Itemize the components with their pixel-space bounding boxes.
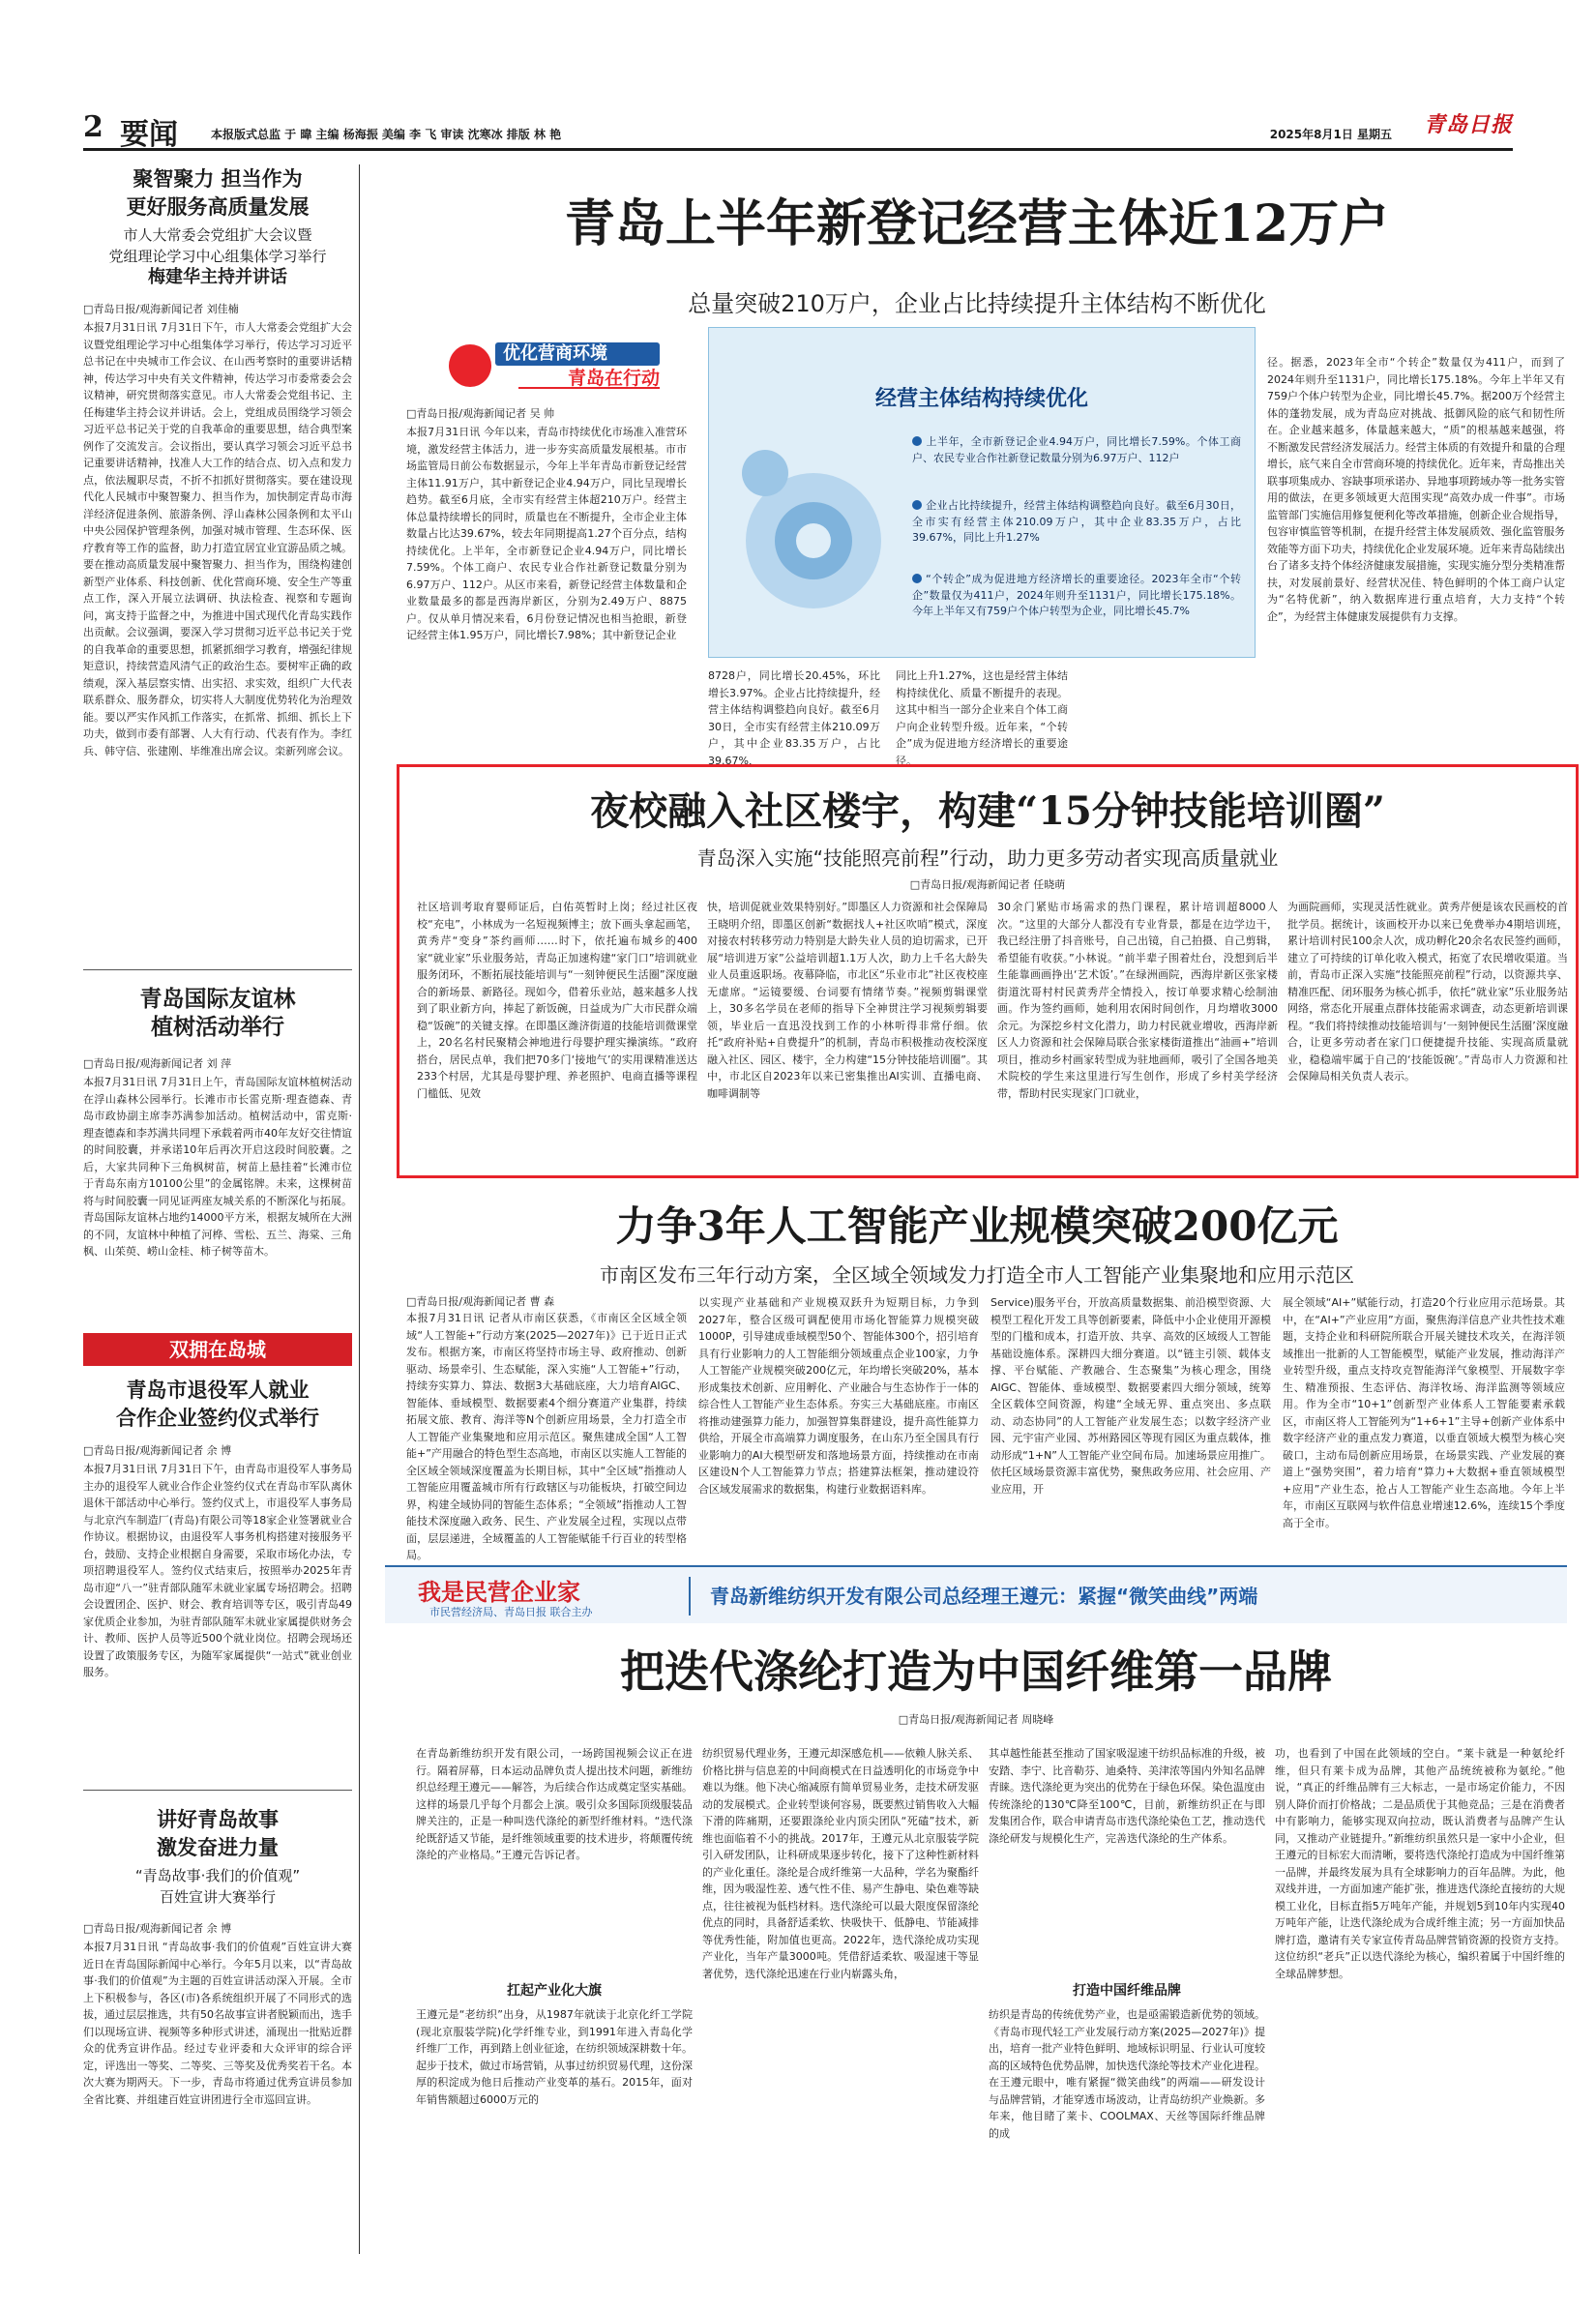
article-body: 本报7月31日讯 7月31日下午，由青岛市退役军人事务局主办的退役军人就业合作企业签约仪式在青岛市军队离休退休干部活动中心举行。签约仪式上，市退役军人事务局与北京汽车制造厂(青岛)有限公司等18家企业签署就业合作协议。根据协议，由退役军人事务机构搭建对接服务平台，鼓励、支持企业根据自身需要，采取市场化办法，专项招聘退役军人。签约仪式结束后，按照举办2025年青岛市迎“八一”驻青部队随军未就业家属专场招聘会。招聘会设置团企、医护、财会、教育培训等专区，吸引青岛49家优质企业参加，为驻青部队随军未就业家属提供财务会计、教师、医护人员等近500个就业岗位。招聘会现场还设置了政策服务专区，为随军家属提供“一站式”就业创业服务。 [83, 1463, 352, 1678]
entrepreneur-headline: 把迭代涤纶打造为中国纤维第一品牌 [620, 1646, 1332, 1698]
divider [83, 969, 352, 970]
subheadline-2: 百姓宣讲大赛举行 [159, 1888, 276, 1906]
paper-logo: 青岛日报 [1423, 112, 1513, 137]
divider [83, 1790, 352, 1791]
subheadline-1: “青岛故事·我们的价值观” [134, 1867, 301, 1884]
byline: □青岛日报/观海新闻记者 余 博 [83, 1922, 232, 1935]
infographic-item-3: “个转企”成为促进地方经济增长的重要途径。2023年全市“个转企”数量仅为411户，2024年则升至1131户，同比增长175.18%。今年上半年又有759户个体户转型为企业，同比增长45.7% [912, 573, 1241, 617]
headline-line-2: 激发奋进力量 [157, 1835, 279, 1859]
top-col-4: 径。据悉，2023年全市“个转企”数量仅为411户，而到了2024年则升至1131户，同比增长175.18%。今年上半年又有759户个体户转型为企业，同比增长45.7%。据200万个经营主体的蓬勃发展，成为青岛应对挑战、抵御风险的底气和韧性所在。企业越来越多，体量越来越大，“质”的根基越来越强，将不断激发民营经济发展活力。经营主体质的有效提升和量的合理增长，底气来自全市营商环境的持续优化。近年来，青岛推出关联事项集成办、容缺事项承诺办、异地事项跨域办等一批务实管用的做法，在更多领域更大范围实现“高效办成一件事”。市场监管部门实施信用修复便利化等改革措施，创新企业合规指导，包容审慎监管等机制，在提升经营主体发展质效、强化监管服务效能等方面下功夫，持续优化企业发展环境。近年来青岛陆续出台了诸多支持个体经济健康发展措施，实现实施分型分类精准帮扶，对发展前景好、经营状况佳、特色鲜明的个体工商户认定为“名特优新”，纳入数据库进行重点培育，大力支持“个转企”，为经营主体健康发展提供有力支撑。 [1267, 356, 1565, 623]
featured-headline: 夜校融入社区楼宇，构建“15分钟技能培训圈” [590, 788, 1385, 834]
bullet-icon [912, 500, 922, 510]
headline-line-1: 讲好青岛故事 [157, 1807, 279, 1831]
top-col-1: 本报7月31日讯 今年以来，青岛市持续优化市场准入准营环境，激发经营主体活力，进一步夯实高质量发展根基。市市场监管局日前公布数据显示，今年上半年青岛市新登记经营主体11.91万户，其中新登记企业4.94万户，同比呈现增长趋势。截至6月底，全市实有经营主体超210万户。经营主体总量持续增长的同时，质量也在不断提升，全市企业主体数量占比达39.67%，较去年同期提高1.27个百分点，结构持续优化。上半年，全市新登记企业4.94万户，同比增长7.59%。个体工商户、农民专业合作社新登记数量分别为6.97万户、112户。从区市来看，新登记经营主体数量和企业数量最多的都是西海岸新区，分别为2.49万户、8875户。仅从单月情况来看，6月份登记情况也相当抢眼，新登记经营主体1.95万户，同比增长7.98%；其中新登记企业 [406, 426, 687, 641]
ai-col-4: 展全领域“AI+”赋能行动，打造20个行业应用示范场景。其中，在“AI+”产业应用”方面，聚焦海洋信息产业共性技术难题，支持企业和科研院所联合开展关键技术攻关，在海洋领域推出一批新的人工智能模型，赋能产业发展，推动海洋产业转型升级，重点支持攻克智能海洋气象模型、开展数字孪生、精准预报、生态评估、海洋牧场、海洋监测等领域应用。作为全市“10+1”创新型产业体系人工智能要素承载区，市南区将人工智能列为“1+6+1”主导+创新产业体系中数字经济产业的重点发力赛道，以垂直领域大模型为核心突破口，主动布局创新应用场景，在场景实践、产业发展的赛道上“强势突围”，着力培育“算力+大数据+垂直领域模型+应用”产业生态，抢占人工智能产业生态高地。今年上半年，市南区互联网与软件信息业增速12.6%，连续15个季度高于全市。 [1283, 1296, 1565, 1529]
entrepreneur-subhead-1: 扛起产业化大旗 [507, 1983, 602, 1999]
featured-article-box [397, 764, 1579, 1178]
entrepreneur-col-4: 功，也看到了中国在此领域的空白。“莱卡就是一种氨纶纤维，但只有莱卡成为品牌，其他产品统统被称为氨纶。”他说，“真正的纤维品牌有三大标志，一是市场定价能力，不因别人降价而打价格战；二是品质优于其他竞品；三是在消费者中有影响力，能够实现双向拉动，既认消费者与品牌产生认同，又推动产业链提升。”新维纺织虽然只是一家中小企业，但王遵元的目标宏大而清晰，要将迭代涤纶打造成为中国纤维第一品牌，并最终发展为具有全球影响力的百年品牌。为此，他双线并进，一方面加速产能扩张，推进迭代涤纶直接纺的大规模工业化，目标直指5万吨年产能，并规划5到10年内实现40万吨年产能，让迭代涤纶成为合成纤维主流；另一方面加快品牌打造，邀请有关专家宣传青岛品牌营销资源的投资方支持。这位纺织“老兵”正以迭代涤纶为核心，编织着属于中国纤维的全球品牌梦想。 [1275, 1747, 1565, 1980]
ai-byline: □青岛日报/观海新闻记者 曹 森 [406, 1295, 555, 1308]
byline: □青岛日报/观海新闻记者 刘 萍 [83, 1057, 232, 1070]
byline: □青岛日报/观海新闻记者 余 博 [83, 1444, 232, 1457]
headline-line-2: 植树活动举行 [151, 1014, 284, 1040]
left-column [83, 164, 360, 2254]
entrepreneur-col-3b: 纺织是青岛的传统优势产业，也是亟需锻造新优势的领域。《青岛市现代轻工产业发展行动方案(2025—2027年)》提出，培育一批产业特色鲜明、地域标识明显、行业认可度较高的区域特色优势品牌，加快迭代涤纶等技术产业化进程。在王遵元眼中，唯有紧握“微笑曲线”的两端——研发设计与品牌营销，才能穿透市场波动，让青岛纺织产业焕新。多年来，他目睹了莱卡、COOLMAX、天丝等国际纤维品牌的成 [989, 2008, 1265, 2140]
column-sponsors: 市民营经济局、青岛日报 联合主办 [429, 1606, 593, 1618]
top-byline: □青岛日报/观海新闻记者 吴 帅 [406, 407, 555, 420]
infographic-box [708, 327, 1256, 658]
bullet-icon [912, 436, 922, 446]
byline: □青岛日报/观海新闻记者 刘佳楠 [83, 303, 239, 315]
headline-line-1: 青岛国际友谊林 [139, 986, 296, 1012]
building-icon [449, 344, 491, 387]
ai-col-3: Service)服务平台，开放高质量数据集、前沿模型资源、大模型工程化开发工具等创新要素，降低中小企业使用开源模型的门槛和成本，打造开放、共享、高效的区域级人工智能基础设施体系。深耕四大细分赛道。以“链主引领、载体支撑、平台赋能、产教融合、生态聚集”为核心理念，围绕AIGC、智能体、垂域模型、数据要素四大细分领域，统筹全区载体空间资源，构建“全域无界、重点突出、多点联动、动态协同”的人工智能产业发展生态；以数字经济产业园、元宇宙产业园、苏州路园区等现有园区为重点载体，推动形成“1+N”人工智能产业空间布局。加速场景应用推广。依托区域场景资源丰富优势，聚焦政务应用、社会应用、产业应用，开 [990, 1296, 1271, 1496]
banner-kicker: 青岛新维纺织开发有限公司总经理王遵元：紧握“微笑曲线”两端 [710, 1585, 1258, 1608]
ai-deck: 市南区发布三年行动方案，全区域全领域发力打造全市人工智能产业集聚地和应用示范区 [600, 1263, 1354, 1287]
editorial-credits: 本报版式总监 于 暐 主编 杨海振 美编 李 飞 审读 沈寒冰 排版 林 艳 [211, 128, 562, 141]
headline-line-2: 合作企业签约仪式举行 [116, 1406, 319, 1430]
subheadline-2: 党组理论学习中心组集体学习举行 [108, 248, 327, 265]
headline-line-1: 聚智聚力 担当作为 [133, 166, 303, 191]
infographic-item-1: 上半年，全市新登记企业4.94万户，同比增长7.59%。个体工商户、农民专业合作社新登记数量分别为6.97万户、112户 [912, 435, 1241, 464]
infographic-item-2: 企业占比持续提升，经营主体结构调整趋向良好。截至6月30日，全市实有经营主体210.09万户，其中企业83.35万户，占比39.67%，同比上升1.27% [912, 499, 1241, 544]
article-npc-meeting [83, 164, 352, 900]
section-name: 要闻 [120, 118, 178, 152]
ai-col-1: 本报7月31日讯 记者从市南区获悉，《市南区全区域全领域“人工智能+”行动方案(2025—2027年)》已于近日正式发布。根据方案，市南区将坚持市场主导、政府推动、创新驱动、场景牵引、生态赋能，深入实施“人工智能+”行动，持续夯实算力、算法、数据3大基础底座，大力培育AIGC、智能体、垂域模型、数据要素4个细分赛道产业集群，持续拓展文旅、教育、海洋等N个创新应用场景，全力打造全市人工智能产业集聚地和应用示范区。聚焦建成全国“人工智能+”产用融合的特色型生态高地，市南区以实施人工智能的全区域全领域深度覆盖为长期目标，其中“全区域”指推动人工智能应用覆盖城市所有行政辖区与功能板块，打破空间边界，构建全域协同的智能生态体系；“全领域”指推动人工智能技术深度融入政务、民生、产业发展全过程，实现以点带面，层层递进，全域覆盖的人工智能赋能千行百业的转型格局。 [406, 1312, 687, 1561]
entrepreneur-subhead-2: 打造中国纤维品牌 [1073, 1983, 1181, 1999]
article-veteran-jobs [83, 1376, 352, 1782]
entrepreneur-col-3: 其卓越性能甚至推动了国家吸湿速干纺织品标准的升级，被安踏、李宁、比音勒芬、迪桑特、美津浓等国内外知名品牌青睐。迭代涤纶更为突出的优势在于绿色环保。染色温度由传统涤纶的130℃降至100℃，目前，新维纺织正在与即发集团合作，联合申请青岛市迭代涤纶染色工艺，推动迭代涤纶研发与规模化生产，完善迭代涤纶的生产体系。 [989, 1747, 1265, 1845]
bullet-icon [912, 574, 922, 583]
entrepreneur-col-1: 在青岛新维纺织开发有限公司，一场跨国视频会议正在进行。隔着屏幕，日本运动品牌负责人提出技术问题，新维纺织总经理王遵元——解答，为后续合作达成奠定坚实基础。这样的场景几乎每个月都会上演。吸引众多国际顶级服装品牌关注的，正是一种叫迭代涤纶的新型纤维材料。“迭代涤纶既舒适又节能，是纤维领域重要的技术进步，将颠覆传统涤纶的产业格局。”王遵元告诉记者。 [416, 1747, 693, 1861]
entrepreneur-col-1b: 王遵元是“老纺织”出身，从1987年就读于北京化纤工学院(现北京服装学院)化学纤维专业，到1991年进入青岛化学纤维厂工作，再到踏上创业征途，在纺织领域深耕数十年。起步于技术，做过市场营销，从事过纺织贸易代理，这份深厚的积淀成为他日后推动产业变革的基石。2015年，面对年销售额超过6000万元的 [416, 2008, 693, 2106]
top-deck: 总量突破210万户，企业占比持续提升主体结构不断优化 [688, 290, 1266, 317]
subheadline-1: 市人大常委会党组扩大会议暨 [123, 226, 312, 244]
article-body: 本报7月31日讯 7月31日下午，市人大常委会党组扩大会议暨党组理论学习中心组集体学习举行，传达学习习近平总书记在中央城市工作会议、在山西考察时的重要讲话精神，传达学习中央有关文件精神，传达学习市委常委会会议精神，研究贯彻落实意见。市人大常委会党组书记、主任梅建华主持会议并讲话。会上，党组成员围绕学习领会习近平总书记关于党的自我革命的重要思想，结合典型案例作了交流发言。会议指出，要认真学习领会习近平总书记重要讲话精神，找准人大工作的结合点、切入点和发力点，依法履职尽责，不折不扣抓好贯彻落实。要在建设现代化人民城市中聚智聚力、担当作为，加快制定青岛市海洋经济促进条例、旅游条例、浮山森林公园条例和太平山中央公园保护管理条例，加强对城市管理、生态环保、医疗教育等工作的监督，助力打造宜居宜业宜游品质之城。要在推动高质量发展中聚智聚力、担当作为，围绕构建创新型产业体系、科技创新、优化营商环境、安全生产等重点工作，深入开展立法调研、执法检查、视察和专题询问，寓支持于监督之中，为推进中国式现代化青岛实践作出贡献。会议强调，要深入学习贯彻习近平总书记关于党的自我革命的重要思想，抓紧抓细学习教育，增强纪律规矩意识，持续营造风清气正的政治生态。要树牢正确的政绩观，深入基层察实情、出实招、求实效，组织广大代表联系群众、服务群众，切实将人大制度优势转化为治理效能。要以严实作风抓工作落实，在抓常、抓细、抓长上下功夫，做到市委有部署、人大有行动、代表有作为。李红兵、韩守信、张建刚、毕维准出席会议。栾新列席会议。 [83, 321, 352, 757]
top-col-2: 8728户，同比增长20.45%，环比增长3.97%。企业占比持续提升，经营主体结构调整趋向良好。截至6月30日，全市实有经营主体210.09万户，其中企业83.35万户，占比39.67%， [708, 669, 880, 767]
issue-date: 2025年8月1日 星期五 [1269, 128, 1392, 141]
ai-headline: 力争3年人工智能产业规模突破200亿元 [615, 1202, 1339, 1250]
headline-line-2: 更好服务高质量发展 [126, 194, 310, 219]
ai-col-2: 以实现产业基础和产业规模双跃升为短期目标，力争到2027年，整合区级可调配使用市场化智能算力规模突破1000P，引导建成垂域模型50个、智能体300个，招引培育具有行业影响力的人工智能细分领域重点企业100家，力争人工智能产业规模突破200亿元，年均增长突破20%，基本形成集技术创新、应用孵化、产业融合与生态协作于一体的综合性人工智能产业生态体系。夯实三大基础底座。市南区将推动建强算力能力，加强智算集群建设，提升高性能算力供给，开展全市高端算力调度服务，在山东乃至全国具有行业影响力的AI大模型研发和落地场景方面，持续推动在市南区建设N个人工智能算力节点；搭建算法框架，推动建设符合区域发展需求的数据集，构建行业数据语料库。 [698, 1296, 979, 1496]
featured-col-3: 30余门紧贴市场需求的热门课程，累计培训超8000人次。“这里的大部分人都没有专业背景，都是在边学边干，我已经注册了抖音账号，自己出镜，自己拍摄、自己剪辑，希望能有收获。”小林说。“前半辈子围着灶台，没想到后半生能靠画画挣出‘艺术饭’。”在绿洲画院，西海岸新区张家楼街道沈哥村村民黄秀芹全情投入，按订单要求精心绘制油画。作为签约画师，她利用农闲时间创作，月均增收3000余元。为深挖乡村文化潜力，助力村民就业增收，西海岸新区人力资源和社会保障局联合张家楼街道推出“油画+”培训项目，推动乡村画家转型成为驻地画师，吸引了全国各地美术院校的学生来这里进行写生创作，形成了乡村美学经济带，帮助村民实现家门口就业， [997, 901, 1278, 1100]
campaign-badge-bottom: 青岛在行动 [518, 368, 660, 389]
masthead [83, 112, 1513, 151]
subheadline-3: 梅建华主持并讲话 [148, 267, 287, 287]
campaign-badge [449, 342, 660, 391]
column-banner [385, 1565, 1567, 1623]
page-number: 2 [83, 110, 103, 144]
column-name: 我是民营企业家 [418, 1578, 580, 1606]
entrepreneur-byline: □青岛日报/观海新闻记者 周晓峰 [898, 1713, 1054, 1726]
featured-byline: □青岛日报/观海新闻记者 任晓萌 [909, 878, 1066, 891]
featured-col-2: 快，培训促就业效果特别好。”即墨区人力资源和社会保障局王晓明介绍，即墨区创新“数据找人+社区吹哨”模式，深度对接农村转移劳动力特别是大龄失业人员的迫切需求，已开展“培训进万家”公益培训超1.1万人次，助力上千名大龄失业人员重返职场。夜幕降临，市北区“乐业市北”社区夜校座无虚席。“运镜要缓、台词要有情绪节奏。”视频剪辑课堂上，30多名学员在老师的指导下全神贯注学习视频剪辑要领，毕业后一直迅没找到工作的小林听得非常仔细。依托“政府补贴+自费提升”的机制，青岛市积极推动夜校深度融入社区、园区、楼宇，全力构建“15分钟技能培训圈”。其中，市北区自2023年以来已密集推出AI实训、直播电商、咖啡调制等 [707, 901, 988, 1100]
infographic-title: 经营主体结构持续优化 [874, 387, 1088, 411]
featured-col-4: 为画院画师，实现灵活性就业。黄秀芹便是该农民画校的首批学员。据统计，该画校开办以来已免费举办4期培训班，累计培训村民100余人次，成功孵化20余名农民签约画师，建立了可持续的订单化收入模式，拓宽了农民增收渠道。当前，青岛市正深入实施“技能照亮前程”行动，以资源共享、精准匹配、闭环服务为核心抓手，依托“就业家”乐业服务站网络，常态化开展重点群体技能需求调查，动态更新培训课程。“我们将持续推动技能培训与‘一刻钟便民生活圈’深度融合，让更多劳动者在家门口便捷提升技能、实现高质量就业，稳稳端牢属于自己的‘技能饭碗’。”青岛市人力资源和社会保障局相关负责人表示。 [1287, 901, 1568, 1082]
top-headline: 青岛上半年新登记经营主体近12万户 [564, 194, 1390, 253]
featured-col-1: 社区培训考取育婴师证后，白佑英暂时上岗；经过社区夜校“充电”，小林成为一名短视频博主；放下画头拿起画笔，黄秀芹“变身”茶约画师……时下，依托遍布城乡的400家“就业家”乐业服务站，青岛正加速构建“家门口”培训就业服务闭环，不断拓展技能培训与“一刻钟便民生活圈”深度融合的新场景、新路径。现如今，借着乐业站，越来越多人找到了职业新方向，捧起了新饭碗，日益成为广大市民群众端稳“饭碗”的关键支撑。在即墨区潍济街道的技能培训微课堂上，20名名村民聚精会神地进行母婴护理实操演练。“政府搭台，居民点单，我们把70多门‘接地气’的实用课精准送达233个村居，尤其是母婴护理、养老照护、电商直播等课程门槛低、见效 [417, 901, 697, 1100]
entrepreneur-col-2: 纺织贸易代理业务，王遵元却深感危机——依赖人脉关系、价格比拼与信息差的中间商模式在日益透明化的市场竞争中难以为继。他下决心缩减原有简单贸易业务，走技术研发驱动的发展模式。企业转型谈何容易，既要熬过销售收入大幅下滑的阵痛期，还要跟涤纶业内顶尖团队“死磕”技术，新维也面临着不小的挑战。2017年，王遵元从北京服装学院引入研发团队，让科研成果逐步转化，接下了这种性新材料的产业化重任。涤纶是合成纤维第一大品种，学名为聚酯纤维，因为吸湿性差、透气性不佳、易产生静电、染色难等缺点，往往被视为低档材料。迭代涤纶可以最大限度保留涤纶优点的同时，具备舒适柔软、快吸快干、低静电、节能减排等优秀性能，附加值也更高。2022年，迭代涤纶成功实现产业化，当年产量3000吨。凭借舒适柔软、吸湿速干等显著优势，迭代涤纶迅速在行业内崭露头角， [702, 1747, 979, 1980]
headline-line-1: 青岛市退役军人就业 [126, 1378, 310, 1402]
column-tag: 双拥在岛城 [83, 1333, 352, 1366]
top-col-3: 同比上升1.27%，这也是经营主体结构持续优化、质量不断提升的表现。这其中相当一部分企业来自个体工商户向企业转型升级。近年来，“个转企”成为促进地方经济增长的重要途径。 [896, 669, 1068, 767]
banner-divider [689, 1577, 691, 1616]
featured-deck: 青岛深入实施“技能照亮前程”行动，助力更多劳动者实现高质量就业 [696, 846, 1279, 870]
campaign-badge-top: 优化营商环境 [495, 342, 660, 366]
article-storytelling [83, 1805, 352, 2258]
article-body: 本报7月31日讯 7月31日上午，青岛国际友谊林植树活动在浮山森林公园举行。长滩市市长雷克斯·理查德森、青岛市政协副主席李苏满参加活动。植树活动中，雷克斯·理查德森和李苏满共同埋下承载着两市40年友好交往情谊的时间胶囊，并承诺10年后再次开启这段时间胶囊。之后，大家共同种下三角枫树苗，树苗上悬挂着“长滩市位于青岛东南方10100公里”的金属铭牌。未来，这棵树苗将与时间胶囊一同见证两座友城关系的不断深化与拓展。青岛国际友谊林占地约14000平方米，根据友城所在大洲的不同，友谊林中种植了河桦、雪松、五兰、海棠、三角枫、山茱萸、崂山金桂、柿子树等苗木。 [83, 1076, 352, 1258]
gear-illustration-icon [726, 434, 901, 638]
article-body: 本报7月31日讯 “青岛故事·我们的价值观”百姓宣讲大赛近日在青岛国际新闻中心举行。今年5月以来，以“青岛故事·我们的价值观”为主题的百姓宣讲活动深入开展。全市上下积极参与，各区(市)各系统组织开展了不同形式的选拔，通过层层推选，共有50名故事宣讲者脱颖而出，选手们以现场宣讲、视频等多种形式讲述，涌现出一批贴近群众的优秀宣讲作品。经过专业评委和大众评审的综合评定，评选出一等奖、二等奖、三等奖及优秀奖若干名。本次大赛为期两天。下一步，青岛市将通过优秀宣讲员参加全省比赛、并组建百姓宣讲团进行全市巡回宣讲。 [83, 1941, 352, 2106]
